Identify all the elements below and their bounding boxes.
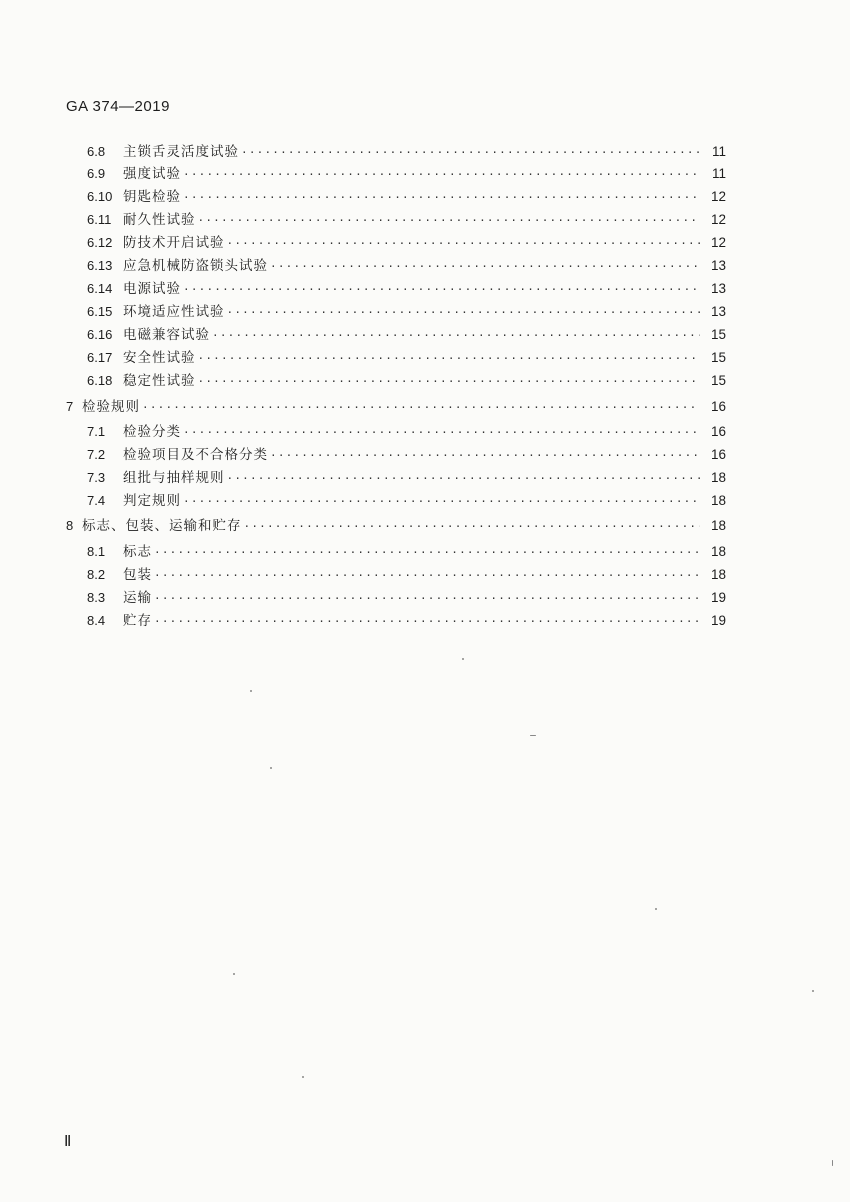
toc-entry-title: 检验项目及不合格分类 [123, 447, 268, 463]
toc-leader-dots [183, 283, 700, 296]
toc-leader-dots [198, 352, 701, 365]
toc-chapter-entry[interactable] [66, 395, 726, 415]
toc-leader-dots [183, 168, 700, 181]
toc-entry-title: 检验分类 [123, 424, 181, 440]
toc-entry[interactable] [87, 609, 726, 629]
toc-entry-title: 标志、包装、运输和贮存 [82, 518, 242, 534]
toc-entry-title: 运输 [123, 590, 152, 606]
toc-entry-title: 标志 [123, 544, 152, 560]
toc-leader-dots [227, 472, 701, 485]
toc-entry-title: 检验规则 [82, 399, 140, 415]
scan-speck [812, 990, 814, 992]
toc-entry-page: 12 [710, 189, 726, 204]
toc-entry-page: 19 [710, 590, 726, 605]
scan-speck [233, 973, 235, 975]
toc-entry-title: 耐久性试验 [123, 212, 196, 228]
toc-leader-dots [244, 520, 701, 533]
scan-speck [655, 908, 657, 910]
scan-speck [250, 690, 252, 692]
toc-leader-dots [183, 495, 700, 508]
toc-entry[interactable] [87, 586, 726, 606]
toc-entry-page: 13 [710, 281, 726, 296]
toc-entry[interactable] [87, 466, 726, 486]
toc-entry-page: 16 [710, 424, 726, 439]
toc-entry-number: 6.12 [87, 235, 113, 250]
toc-entry-page: 18 [710, 567, 726, 582]
toc-entry-title: 判定规则 [123, 493, 181, 509]
toc-entry-title: 强度试验 [123, 166, 181, 182]
toc-entry[interactable] [87, 300, 726, 320]
toc-entry[interactable] [87, 231, 726, 251]
scan-speck [462, 658, 464, 660]
toc-leader-dots [183, 191, 700, 204]
toc-chapter-entry[interactable] [66, 514, 726, 534]
toc-leader-dots [198, 214, 701, 227]
toc-entry-number: 6.17 [87, 350, 113, 365]
toc-entry[interactable] [87, 277, 726, 297]
toc-entry[interactable] [87, 323, 726, 343]
toc-leader-dots [154, 615, 700, 628]
toc-entry[interactable] [87, 563, 726, 583]
toc-entry-title: 钥匙检验 [123, 189, 181, 205]
toc-entry-title: 主锁舌灵活度试验 [123, 144, 239, 160]
toc-entry-number: 7.1 [87, 424, 106, 439]
toc-entry-page: 18 [710, 493, 726, 508]
toc-entry-number: 7.4 [87, 493, 106, 508]
toc-entry-number: 7.3 [87, 470, 106, 485]
toc-entry[interactable] [87, 369, 726, 389]
scan-speck [530, 735, 536, 736]
toc-entry-number: 6.8 [87, 144, 106, 159]
toc-entry-number: 6.15 [87, 304, 113, 319]
toc-entry-number: 8.1 [87, 544, 106, 559]
toc-leader-dots [154, 546, 700, 559]
toc-leader-dots [227, 306, 701, 319]
toc-entry-page: 12 [710, 212, 726, 227]
toc-entry-number: 6.10 [87, 189, 113, 204]
toc-entry[interactable] [87, 443, 726, 463]
toc-leader-dots [142, 401, 700, 414]
toc-leader-dots [227, 237, 701, 250]
toc-leader-dots [183, 426, 700, 439]
toc-entry-number: 8.2 [87, 567, 106, 582]
toc-entry-page: 19 [710, 613, 726, 628]
document-code-header: GA 374—2019 [66, 98, 170, 115]
toc-leader-dots [270, 449, 700, 462]
toc-entry-page: 16 [710, 399, 726, 414]
toc-entry[interactable] [87, 540, 726, 560]
toc-entry-title: 稳定性试验 [123, 373, 196, 389]
toc-leader-dots [270, 260, 700, 273]
toc-entry-page: 18 [710, 470, 726, 485]
toc-entry-page: 11 [711, 166, 726, 181]
toc-leader-dots [198, 375, 701, 388]
toc-entry-page: 18 [710, 518, 726, 533]
toc-entry-number: 7.2 [87, 447, 106, 462]
toc-entry-title: 贮存 [123, 613, 152, 629]
toc-entry[interactable] [87, 185, 726, 205]
scan-speck [302, 1076, 304, 1078]
toc-entry-number: 8.4 [87, 613, 106, 628]
toc-entry-title: 电源试验 [123, 281, 181, 297]
toc-entry[interactable] [87, 346, 726, 366]
toc-entry[interactable] [87, 420, 726, 440]
toc-entry-page: 11 [711, 144, 726, 159]
toc-entry-number: 7 [66, 399, 74, 414]
toc-entry-number: 6.16 [87, 327, 113, 342]
toc-entry-page: 12 [710, 235, 726, 250]
toc-entry[interactable] [87, 162, 726, 182]
toc-entry-number: 6.9 [87, 166, 106, 181]
toc-entry-number: 8 [66, 518, 74, 533]
toc-entry-page: 18 [710, 544, 726, 559]
toc-entry-title: 组批与抽样规则 [123, 470, 225, 486]
toc-entry-title: 防技术开启试验 [123, 235, 225, 251]
roman-page-number: Ⅱ [64, 1134, 72, 1150]
toc-entry-page: 13 [710, 258, 726, 273]
toc-entry[interactable] [87, 254, 726, 274]
toc-entry-page: 15 [710, 373, 726, 388]
toc-entry-number: 6.11 [87, 212, 112, 227]
toc-leader-dots [154, 569, 700, 582]
toc-leader-dots [212, 329, 700, 342]
toc-entry-title: 安全性试验 [123, 350, 196, 366]
toc-entry[interactable] [87, 140, 726, 160]
toc-entry-title: 包装 [123, 567, 152, 583]
toc-entry[interactable] [87, 208, 726, 228]
toc-leader-dots [241, 146, 700, 159]
toc-entry-title: 电磁兼容试验 [123, 327, 210, 343]
toc-entry[interactable] [87, 489, 726, 509]
toc-entry-number: 6.18 [87, 373, 113, 388]
toc-entry-title: 应急机械防盗锁头试验 [123, 258, 268, 274]
toc-entry-number: 8.3 [87, 590, 106, 605]
toc-entry-number: 6.13 [87, 258, 113, 273]
toc-entry-page: 16 [710, 447, 726, 462]
toc-entry-page: 13 [710, 304, 726, 319]
toc-entry-page: 15 [710, 350, 726, 365]
toc-entry-page: 15 [710, 327, 726, 342]
scan-speck [832, 1160, 833, 1166]
toc-entry-title: 环境适应性试验 [123, 304, 225, 320]
toc-leader-dots [154, 592, 700, 605]
scan-speck [270, 767, 272, 769]
toc-entry-number: 6.14 [87, 281, 113, 296]
